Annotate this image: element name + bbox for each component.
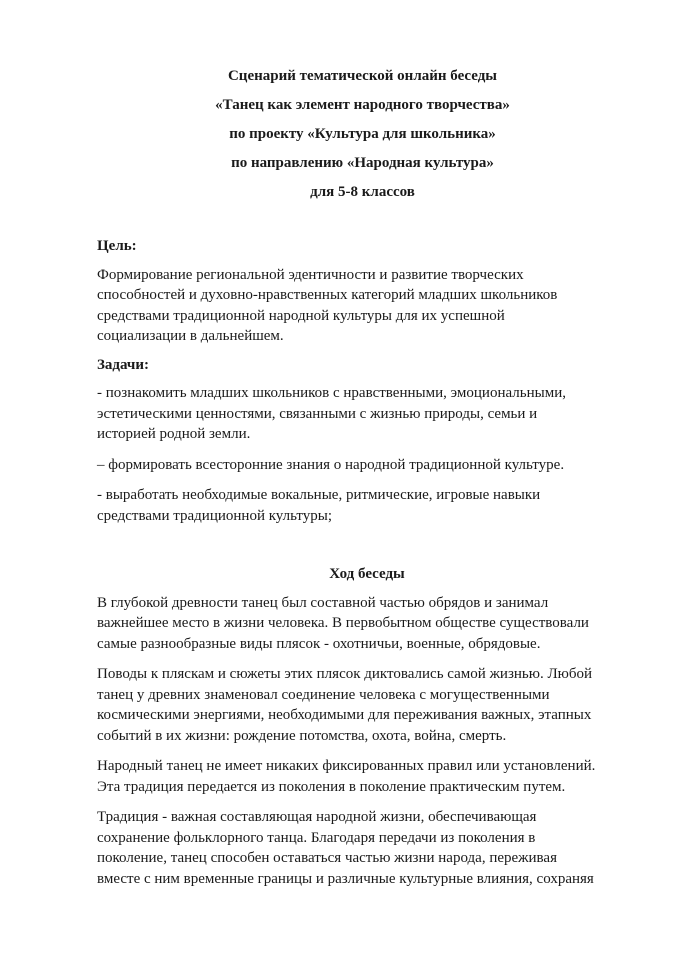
goal-paragraph <box>97 265 637 347</box>
task-item <box>97 485 637 526</box>
text-line: событий в их жизни: рождение потомства, охота, война, смерть. <box>97 727 507 744</box>
text-line: – формировать всесторонние знания о народной традиционной культуре. <box>97 456 565 473</box>
document-body <box>97 236 637 889</box>
text-line: вместе с ним временные границы и различные культурные влияния, сохраняя <box>97 870 594 887</box>
text-line: важнейшее место в жизни человека. В первобытном обществе существовали <box>97 615 589 631</box>
text-line: поколение, танец способен оставаться частью жизни народа, переживая <box>97 850 557 866</box>
title-line: по проекту «Культура для школьника» <box>229 126 496 142</box>
task-item <box>97 383 637 445</box>
text-line: самые разнообразные виды плясок - охотничьи, военные, обрядовые. <box>97 635 541 652</box>
text-line: средствами традиционной народной культуры для их успешной <box>97 307 505 324</box>
text-line: космическими энергиями, необходимыми для переживания важных, этапных <box>97 707 592 723</box>
text-line: сохранение фольклорного танца. Благодаря передачи из поколения в <box>97 829 536 846</box>
text-line: Традиция - важная составляющая народной жизни, обеспечивающая <box>97 809 537 825</box>
text-line: Поводы к пляскам и сюжеты этих плясок диктовались самой жизнью. Любой <box>97 666 592 682</box>
course-paragraph <box>97 807 637 889</box>
text-line: танец у древних знаменовал соединение человека с могущественными <box>97 686 550 703</box>
document-title <box>95 62 630 207</box>
text-line: - познакомить младших школьников с нравственными, эмоциональными, <box>97 385 566 401</box>
title-line: для 5-8 классов <box>310 184 415 200</box>
text-line: В глубокой древности танец был составной частью обрядов и занимал <box>97 594 549 611</box>
text-line: Формирование региональной эдентичности и развитие творческих <box>97 266 524 283</box>
title-line: Сценарий тематической онлайн беседы <box>227 68 498 84</box>
title-line: по направлению «Народная культура» <box>231 155 494 171</box>
title-line: «Танец как элемент народного творчества» <box>215 97 510 113</box>
text-line: средствами традиционной культуры; <box>97 507 332 524</box>
text-line: - выработать необходимые вокальные, ритмические, игровые навыки <box>97 487 541 503</box>
course-paragraph <box>97 756 637 797</box>
text-line: Народный танец не имеет никаких фиксированных правил или установлений. <box>97 758 596 774</box>
goal-heading: Цель: <box>97 238 137 254</box>
course-paragraph <box>97 593 637 655</box>
tasks-heading: Задачи: <box>97 356 150 373</box>
course-paragraph <box>97 664 637 746</box>
text-line: способностей и духовно-нравственных категорий младших школьников <box>97 287 558 303</box>
text-line: Эта традиция передается из поколения в поколение практическим путем. <box>97 778 566 795</box>
text-line: историей родной земли. <box>97 426 251 442</box>
text-line: эстетическими ценностями, связанными с жизнью природы, семьи и <box>97 405 538 422</box>
task-item <box>97 455 637 476</box>
course-heading: Ход беседы <box>329 566 405 582</box>
text-line: социализации в дальнейшем. <box>97 328 284 344</box>
